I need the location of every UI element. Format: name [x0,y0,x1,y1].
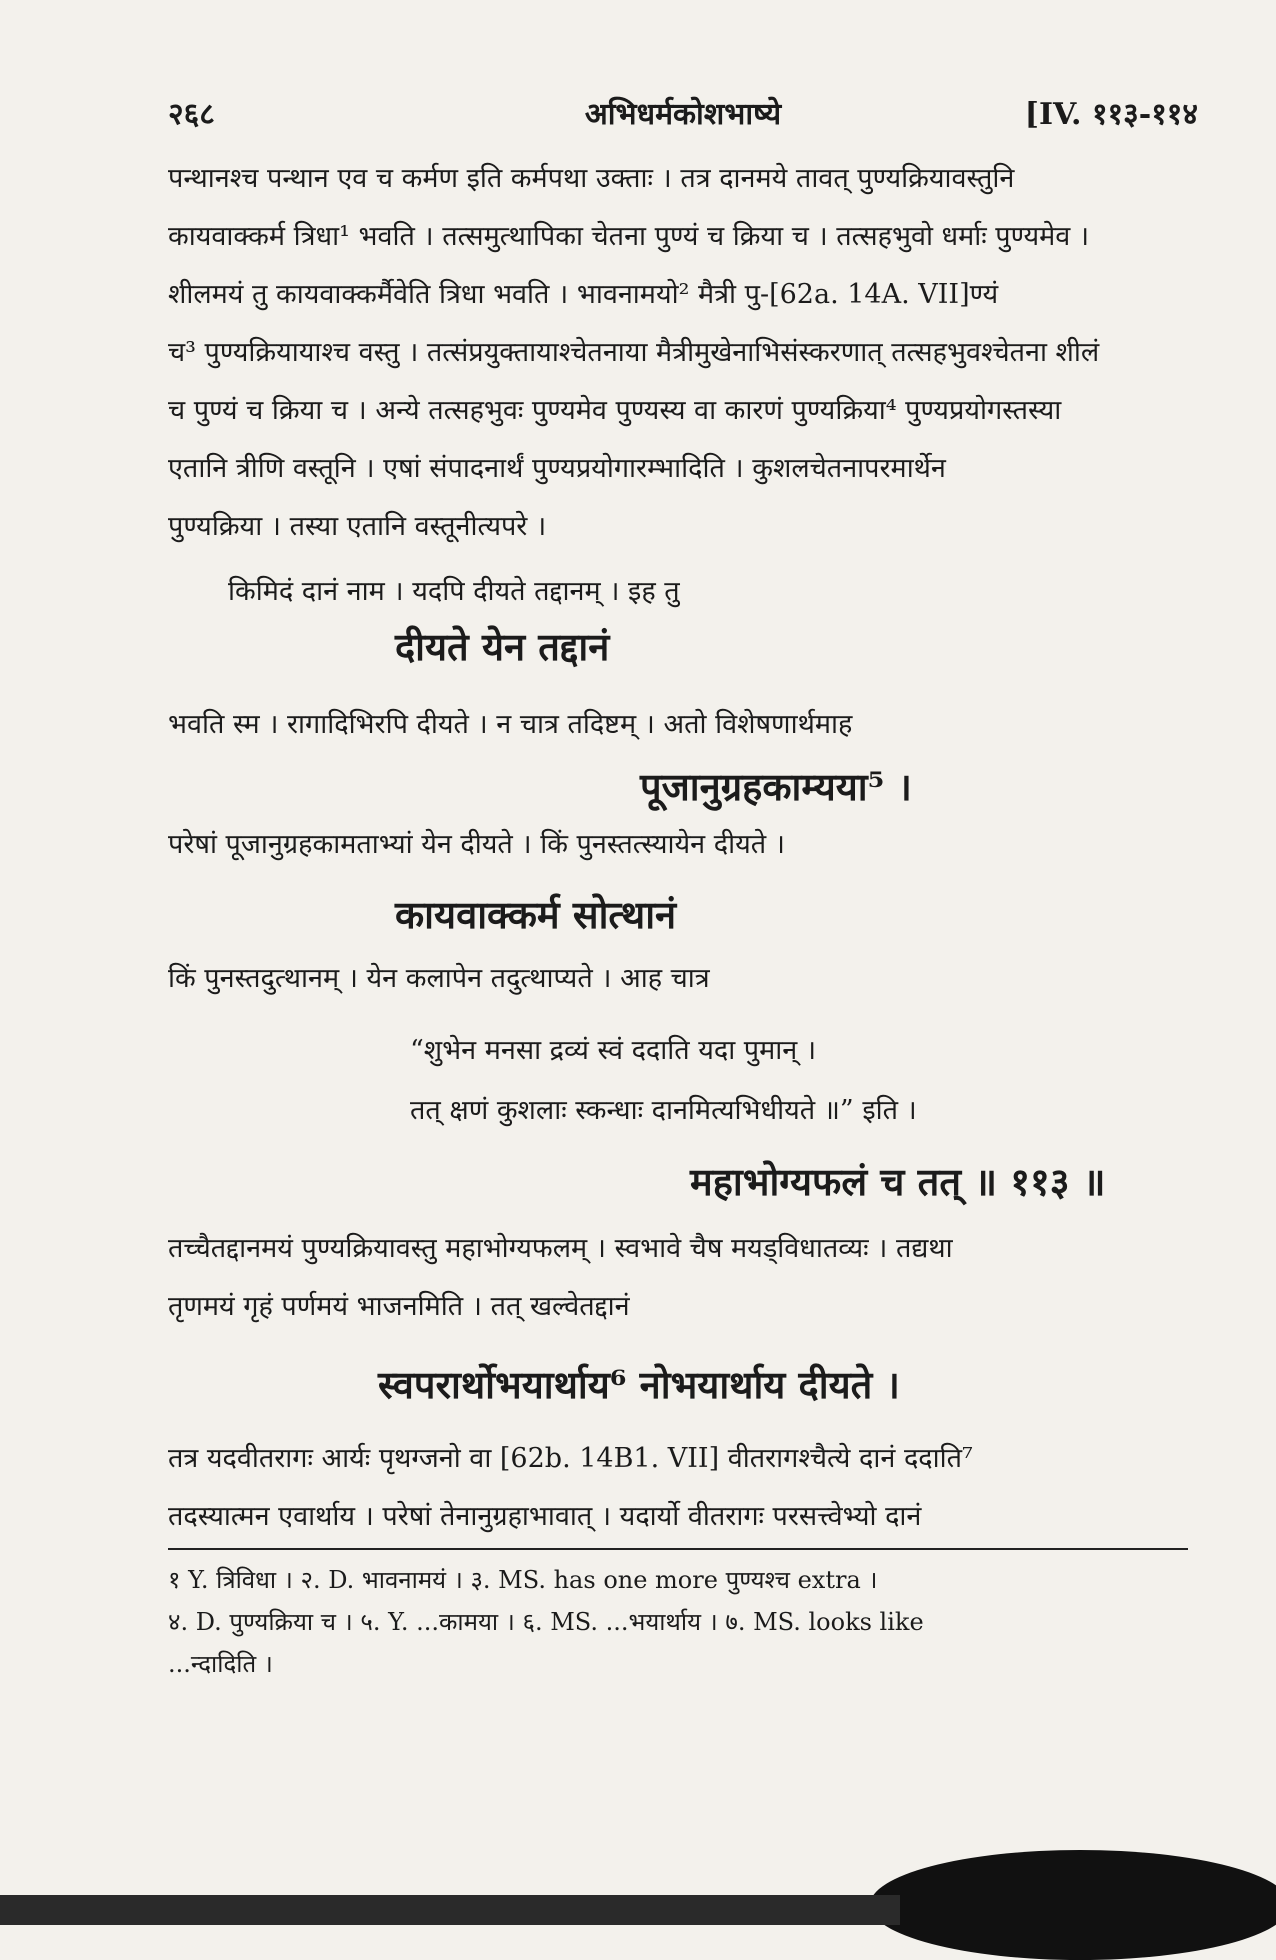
verse-heading-1: दीयते येन तद्दानं [395,624,610,669]
text-line: तच्चैतद्दानमयं पुण्यक्रियावस्तु महाभोग्यफलम् । स्वभावे चैष मयड्विधातव्यः । तद्यथा [168,1233,953,1264]
page-number: २६८ [168,97,215,132]
verse-heading-3: कायवाक्कर्म सोत्थानं [395,892,677,937]
text-line: तदस्यात्मन एवार्थाय । परेषां तेनानुग्रहाभावात् । यदार्यो वीतरागः परसत्त्वेभ्यो दानं [168,1501,922,1532]
text-line: च पुण्यं च क्रिया च । अन्ये तत्सहभुवः पुण्यमेव पुण्यस्य वा कारणं पुण्यक्रिया⁴ पुण्यप्रयोगस्तस्या [168,395,1062,426]
text-line: शीलमयं तु कायवाक्कर्मैवेति त्रिधा भवति । भावनामयो² मैत्री पु-[62a. 14A. VII]ण्यं [168,279,999,310]
text-line: पुण्यक्रिया । तस्या एतानि वस्तूनीत्यपरे । [168,511,547,542]
paragraph-4 [168,816,1198,874]
text-line: भवति स्म । रागादिभिरपि दीयते । न चात्र तदिष्टम् । अतो विशेषणार्थमाह [168,709,853,740]
text-line: किं पुनस्तदुत्थानम् । येन कलापेन तदुत्थाप्यते । आह चात्र [168,963,710,994]
paragraph-2 [228,563,1198,621]
text-line: एतानि त्रीणि वस्तूनि । एषां संपादनार्थं पुण्यप्रयोगारम्भादिति । कुशलचेतनापरमार्थेन [168,453,946,484]
verse-heading-2: पूजानुग्रहकाम्यया⁵ । [640,764,912,809]
text-line: परेषां पूजानुग्रहकामताभ्यां येन दीयते । किं पुनस्तत्स्यायेन दीयते । [168,829,785,860]
text-line: तत्र यदवीतरागः आर्यः पृथग्जनो वा [62b. 14B1. VII] वीतरागश्चैत्ये दानं ददाति⁷ [168,1443,973,1474]
paragraph-3 [168,696,1198,754]
footnote-line: १ Y. त्रिविधा । २. D. भावनामयं । ३. MS. has one more पुण्यश्च extra । [168,1566,878,1594]
footnote-line: ४. D. पुण्यक्रिया च । ५. Y. ...कामया । ६. MS. ...भयार्थाय । ७. MS. looks like [168,1608,924,1636]
paragraph-1 [168,150,1198,556]
footnote-divider [168,1548,1188,1550]
scan-edge-shadow [0,1895,900,1925]
text-line: किमिदं दानं नाम । यदपि दीयते तद्दानम् । इह तु [228,576,680,607]
quoted-verse-line-1: “शुभेन मनसा द्रव्यं स्वं ददाति यदा पुमान् । [410,1035,817,1066]
footnotes [168,1560,1198,1686]
text-line: कायवाक्कर्म त्रिधा¹ भवति । तत्समुत्थापिका चेतना पुण्यं च क्रिया च । तत्सहभुवो धर्माः पुण्यमेव । [168,221,1090,252]
footnote-line: ...न्दादिति । [168,1650,273,1678]
text-line: तृणमयं गृहं पर्णमयं भाजनमिति । तत् खल्वेतद्दानं [168,1291,630,1322]
text-line: च³ पुण्यक्रियायाश्च वस्तु । तत्संप्रयुक्तायाश्चेतनाया मैत्रीमुखेनाभिसंस्करणात् तत्सहभुवश्चेतना शीलं [168,337,1100,368]
verse-heading-4: महाभोग्यफलं च तत् ॥ ११३ ॥ [690,1159,1106,1204]
paragraph-7 [168,1430,1198,1546]
quoted-verse-line-2: तत् क्षणं कुशलाः स्कन्धाः दानमित्यभिधीयते ॥” इति । [410,1095,917,1126]
text-line: पन्थानश्च पन्थान एव च कर्मण इति कर्मपथा उक्ताः । तत्र दानमये तावत् पुण्यक्रियावस्तुनि [168,163,1015,194]
paragraph-6 [168,1220,1198,1336]
scan-smudge [870,1850,1276,1960]
paragraph-5 [168,950,1198,1008]
page-header [168,92,1198,142]
verse-heading-5: स्वपरार्थोभयार्थाय⁶ नोभयार्थाय दीयते । [378,1362,900,1407]
section-reference: [IV. ११३-११४ [1024,97,1198,132]
running-title: अभिधर्मकोशभाष्ये [584,97,782,132]
